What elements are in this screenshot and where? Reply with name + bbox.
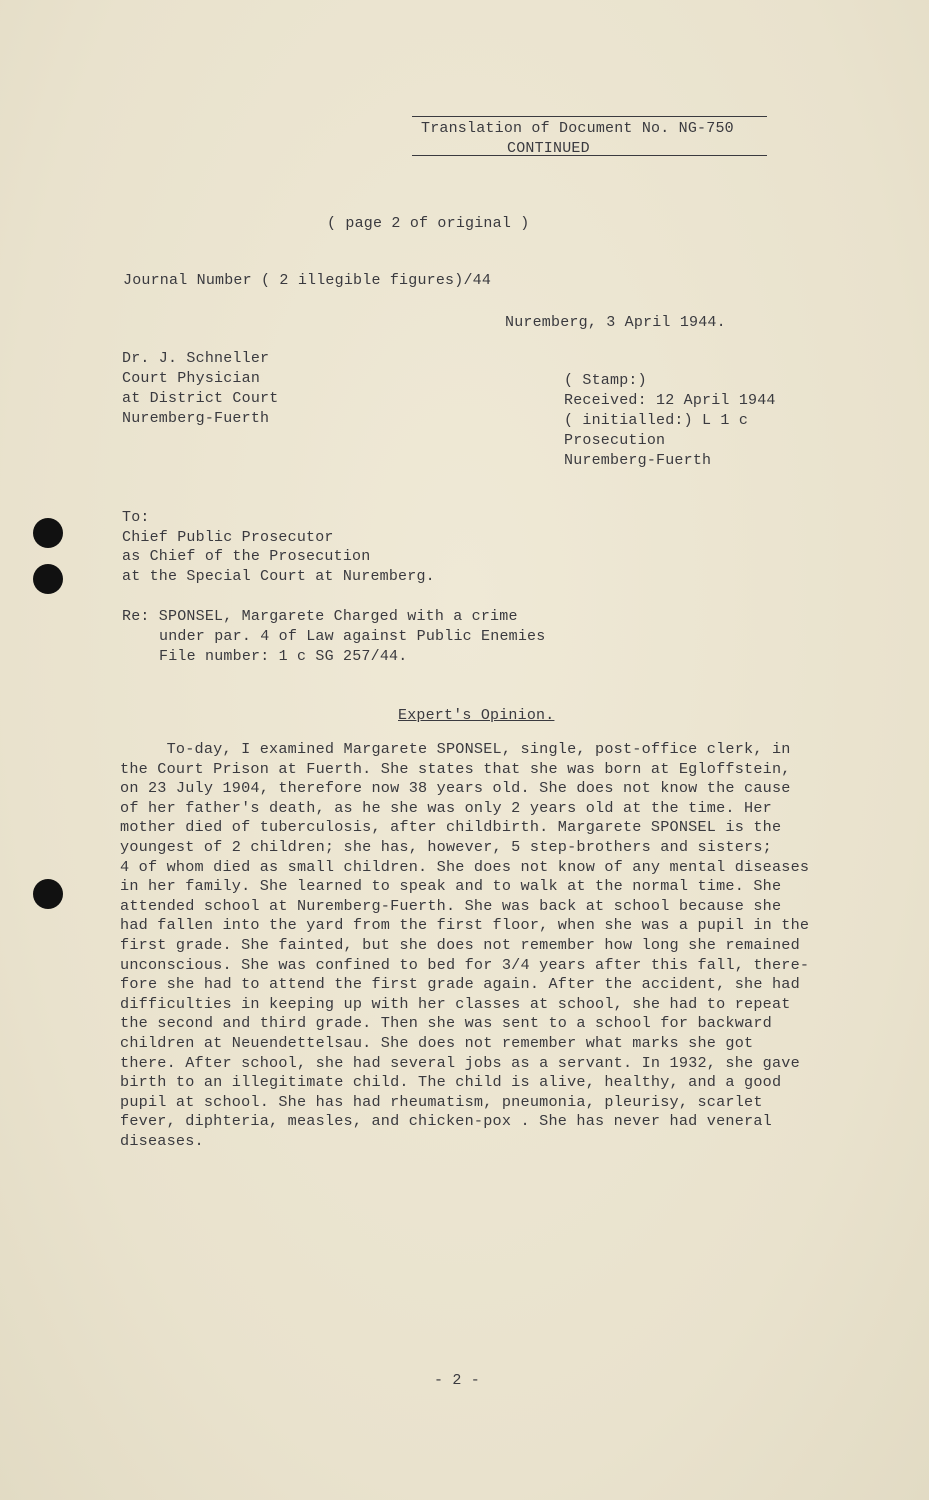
body-line: children at Neuendettelsau. She does not remember what marks she got	[120, 1033, 754, 1052]
sender-line: Dr. J. Schneller	[122, 350, 270, 367]
body-line: pupil at school. She has had rheumatism, pneumonia, pleurisy, scarlet	[120, 1092, 763, 1111]
body-line: had fallen into the yard from the first floor, when she was a pupil in the	[120, 916, 810, 935]
re-line: under par. 4 of Law against Public Enemies	[159, 628, 546, 645]
document-title: Translation of Document No. NG-750	[421, 120, 734, 137]
place-date: Nuremberg, 3 April 1944.	[505, 314, 726, 331]
sender-line: Nuremberg-Fuerth	[122, 410, 270, 427]
original-page-ref: ( page 2 of original )	[327, 215, 530, 232]
body-line: the second and third grade. Then she was sent to a school for backward	[120, 1014, 772, 1033]
body-line: attended school at Nuremberg-Fuerth. She was back at school because she	[120, 896, 782, 915]
header-top-rule	[412, 116, 767, 117]
stamp-line: ( Stamp:)	[564, 372, 647, 389]
continued-label: CONTINUED	[507, 140, 590, 157]
body-line: difficulties in keeping up with her classes at school, she had to repeat	[120, 994, 791, 1013]
stamp-line: Prosecution	[564, 432, 666, 449]
body-line: there. After school, she had several jobs as a servant. In 1932, she gave	[120, 1053, 800, 1072]
punch-hole-bottom	[33, 879, 63, 909]
stamp-line: Nuremberg-Fuerth	[564, 452, 712, 469]
body-line: fever, diphteria, measles, and chicken-pox . She has never had veneral	[120, 1112, 772, 1131]
recipient-line: at the Special Court at Nuremberg.	[122, 568, 435, 585]
body-line: first grade. She fainted, but she does not remember how long she remained	[120, 935, 800, 954]
re-line: File number: 1 c SG 257/44.	[159, 648, 408, 665]
body-line: birth to an illegitimate child. The child is alive, healthy, and a good	[120, 1073, 782, 1092]
body-line: of her father's death, as he she was only 2 years old at the time. Her	[120, 798, 772, 817]
stamp-line: Received: 12 April 1944	[564, 392, 776, 409]
punch-hole-top	[33, 518, 63, 548]
page-number: - 2 -	[434, 1372, 481, 1389]
re-line: Re: SPONSEL, Margarete Charged with a crime	[122, 608, 518, 625]
stamp-line: ( initialled:) L 1 c	[564, 412, 749, 429]
body-line: fore she had to attend the first grade again. After the accident, she had	[120, 975, 800, 994]
body-line: on 23 July 1904, therefore now 38 years old. She does not know the cause	[120, 779, 791, 798]
body-line: mother died of tuberculosis, after childbirth. Margarete SPONSEL is the	[120, 818, 782, 837]
body-line: unconscious. She was confined to bed for 3/4 years after this fall, there-	[120, 955, 810, 974]
body-line: diseases.	[120, 1131, 204, 1150]
body-line: youngest of 2 children; she has, however, 5 step-brothers and sisters;	[120, 837, 772, 856]
sender-line: Court Physician	[122, 370, 261, 387]
body-line: 4 of whom died as small children. She does not know of any mental diseases	[120, 857, 810, 876]
body-line: the Court Prison at Fuerth. She states that she was born at Egloffstein,	[120, 759, 791, 778]
body-line: in her family. She learned to speak and to walk at the normal time. She	[120, 877, 782, 896]
punch-hole-middle	[33, 564, 63, 594]
recipient-line: Chief Public Prosecutor	[122, 529, 334, 546]
section-title: Expert's Opinion.	[398, 707, 555, 724]
recipient-line: as Chief of the Prosecution	[122, 548, 371, 565]
body-line: To-day, I examined Margarete SPONSEL, single, post-office clerk, in	[120, 740, 791, 758]
opinion-body	[120, 740, 835, 1151]
sender-line: at District Court	[122, 390, 279, 407]
journal-number: Journal Number ( 2 illegible figures)/44	[123, 272, 492, 289]
header-bottom-rule	[412, 155, 767, 156]
recipient-line: To:	[122, 509, 150, 526]
